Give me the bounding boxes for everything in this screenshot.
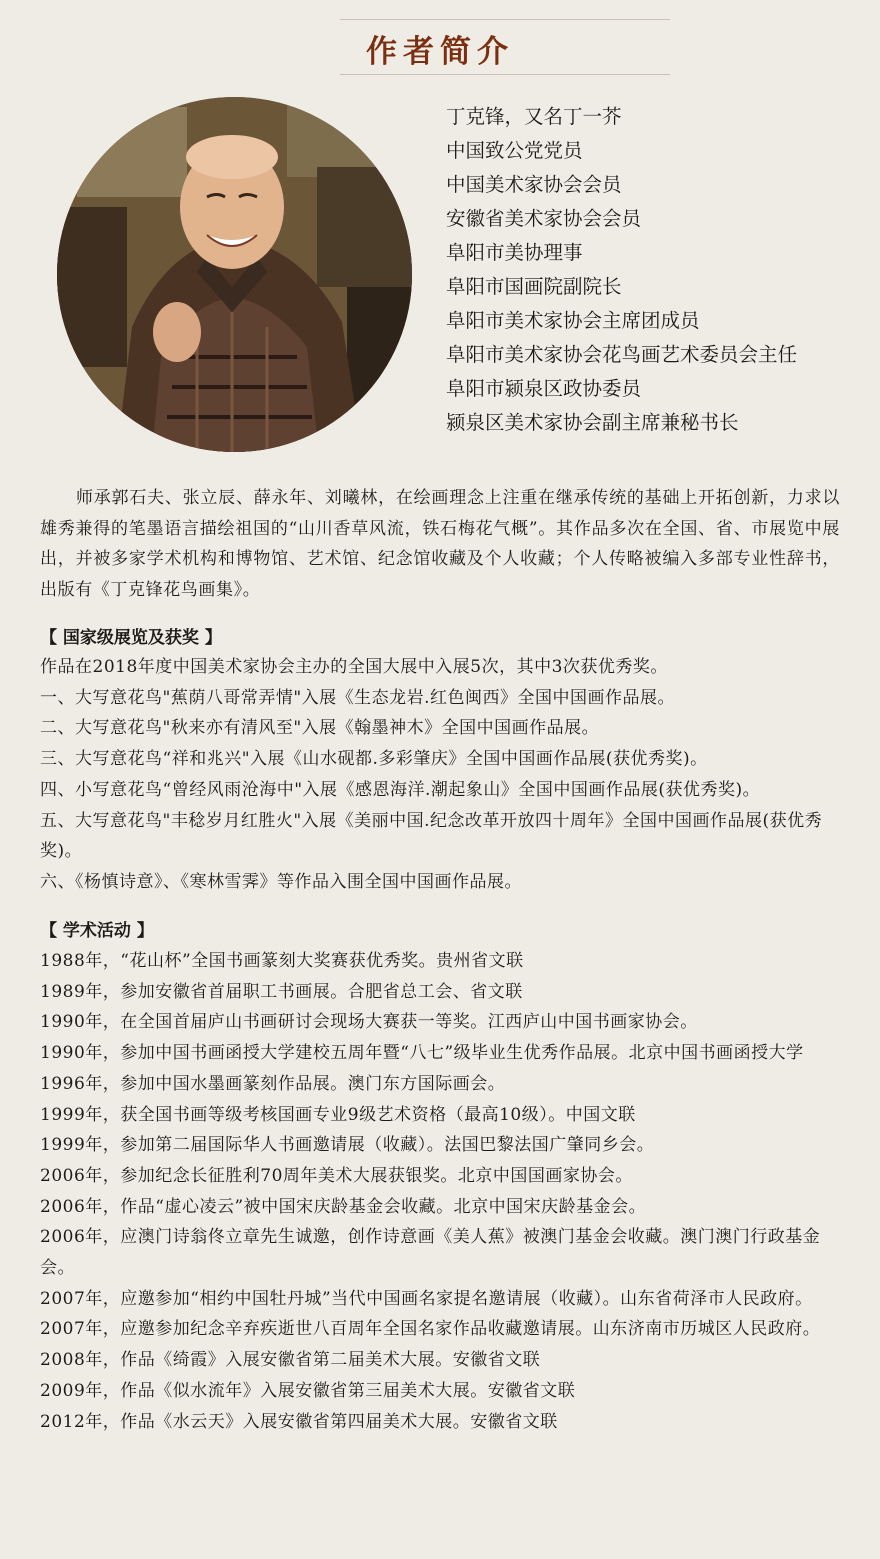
- academic-item: 2006年，作品“虚心凌云”被中国宋庆龄基金会收藏。北京中国宋庆龄基金会。: [40, 1196, 647, 1217]
- academic-item: 1989年，参加安徽省首届职工书画展。合肥省总工会、省文联: [40, 981, 523, 1002]
- academic-item: 2009年，作品《似水流年》入展安徽省第三届美术大展。安徽省文联: [40, 1380, 576, 1401]
- title-line: 颍泉区美术家协会副主席兼秘书长: [446, 411, 739, 434]
- academic-item: 1999年，获全国书画等级考核国画专业9级艺术资格（最高10级）。中国文联: [40, 1104, 636, 1125]
- exhibition-item: 四、小写意花鸟“曾经风雨沧海中"入展《感恩海洋.潮起象山》全国中国画作品展(获优秀奖)。: [40, 779, 761, 800]
- academic-item: 1990年，参加中国书画函授大学建校五周年暨“八七”级毕业生优秀作品展。北京中国书画函授大学: [40, 1043, 804, 1064]
- author-titles-list: [446, 100, 797, 440]
- exhibition-item: 二、大写意花鸟"秋来亦有清风至"入展《翰墨神木》全国中国画作品展。: [40, 718, 600, 739]
- bio-paragraph: 师承郭石夫、张立辰、薛永年、刘曦林，在绘画理念上注重在继承传统的基础上开拓创新，力求以雄秀兼得的笔墨语言描绘祖国的“山川香草风流，铁石梅花气概”。其作品多次在全国、省、市展览中展出，并被多家学术机构和博物馆、艺术馆、纪念馆收藏及个人收藏；个人传略被编入多部专业性辞书，出版有《丁克锋花鸟画集》。: [40, 488, 840, 600]
- author-portrait: [57, 97, 412, 452]
- exhibition-item: 五、大写意花鸟"丰稔岁月红胜火"入展《美丽中国.纪念改革开放四十周年》全国中国画作品展(获优秀奖)。: [40, 810, 823, 862]
- academic-item: 1990年，在全国首届庐山书画研讨会现场大赛获一等奖。江西庐山中国书画家协会。: [40, 1012, 698, 1033]
- title-line: 阜阳市美术家协会花鸟画艺术委员会主任: [446, 343, 798, 366]
- academic-item: 2007年，应邀参加“相约中国牡丹城”当代中国画名家提名邀请展（收藏）。山东省荷泽市人民政府。: [40, 1288, 813, 1309]
- academic-item: 2012年，作品《水云天》入展安徽省第四届美术大展。安徽省文联: [40, 1411, 558, 1432]
- exhibition-item: 作品在2018年度中国美术家协会主办的全国大展中入展5次，其中3次获优秀奖。: [40, 657, 668, 677]
- header-rule-bottom: [340, 74, 670, 75]
- title-line: 阜阳市美协理事: [446, 241, 583, 264]
- academic-item: 1999年，参加第二届国际华人书画邀请展（收藏）。法国巴黎法国广肇同乡会。: [40, 1135, 655, 1156]
- academic-item: 2008年，作品《绮霞》入展安徽省第二届美术大展。安徽省文联: [40, 1350, 541, 1371]
- exhibitions-heading: 【 国家级展览及获奖 】: [40, 628, 222, 648]
- exhibition-item: 一、大写意花鸟"蕉荫八哥常弄情"入展《生态龙岩.红色闽西》全国中国画作品展。: [40, 687, 676, 708]
- title-line: 丁克锋，又名丁一芥: [446, 105, 622, 128]
- exhibitions-list: [40, 652, 840, 898]
- academic-list: [40, 946, 840, 1437]
- title-line: 阜阳市美术家协会主席团成员: [446, 309, 700, 332]
- academic-item: 1988年，“花山杯”全国书画篆刻大奖赛获优秀奖。贵州省文联: [40, 951, 524, 971]
- academic-item: 1996年，参加中国水墨画篆刻作品展。澳门东方国际画会。: [40, 1073, 506, 1094]
- title-line: 中国美术家协会会员: [446, 173, 622, 196]
- title-line: 阜阳市颍泉区政协委员: [446, 377, 642, 400]
- title-line: 安徽省美术家协会会员: [446, 207, 642, 230]
- academic-heading: 【 学术活动 】: [40, 921, 154, 941]
- header-rule-top: [340, 19, 670, 20]
- academic-item: 2006年，应澳门诗翁佟立章先生诚邀，创作诗意画《美人蕉》被澳门基金会收藏。澳门澳门行政基金会。: [40, 1227, 821, 1279]
- title-line: 中国致公党党员: [446, 139, 583, 162]
- exhibition-item: 六、《杨慎诗意》、《寒林雪霁》等作品入围全国中国画作品展。: [40, 871, 522, 892]
- academic-item: 2006年，参加纪念长征胜利70周年美术大展获银奖。北京中国国画家协会。: [40, 1165, 633, 1186]
- academic-item: 2007年，应邀参加纪念辛弃疾逝世八百周年全国名家作品收藏邀请展。山东济南市历城区人民政府。: [40, 1319, 821, 1340]
- page-title: 作者简介: [366, 34, 514, 70]
- exhibition-item: 三、大写意花鸟“祥和兆兴"入展《山水砚都.多彩肇庆》全国中国画作品展(获优秀奖)。: [40, 749, 708, 770]
- title-line: 阜阳市国画院副院长: [446, 275, 622, 298]
